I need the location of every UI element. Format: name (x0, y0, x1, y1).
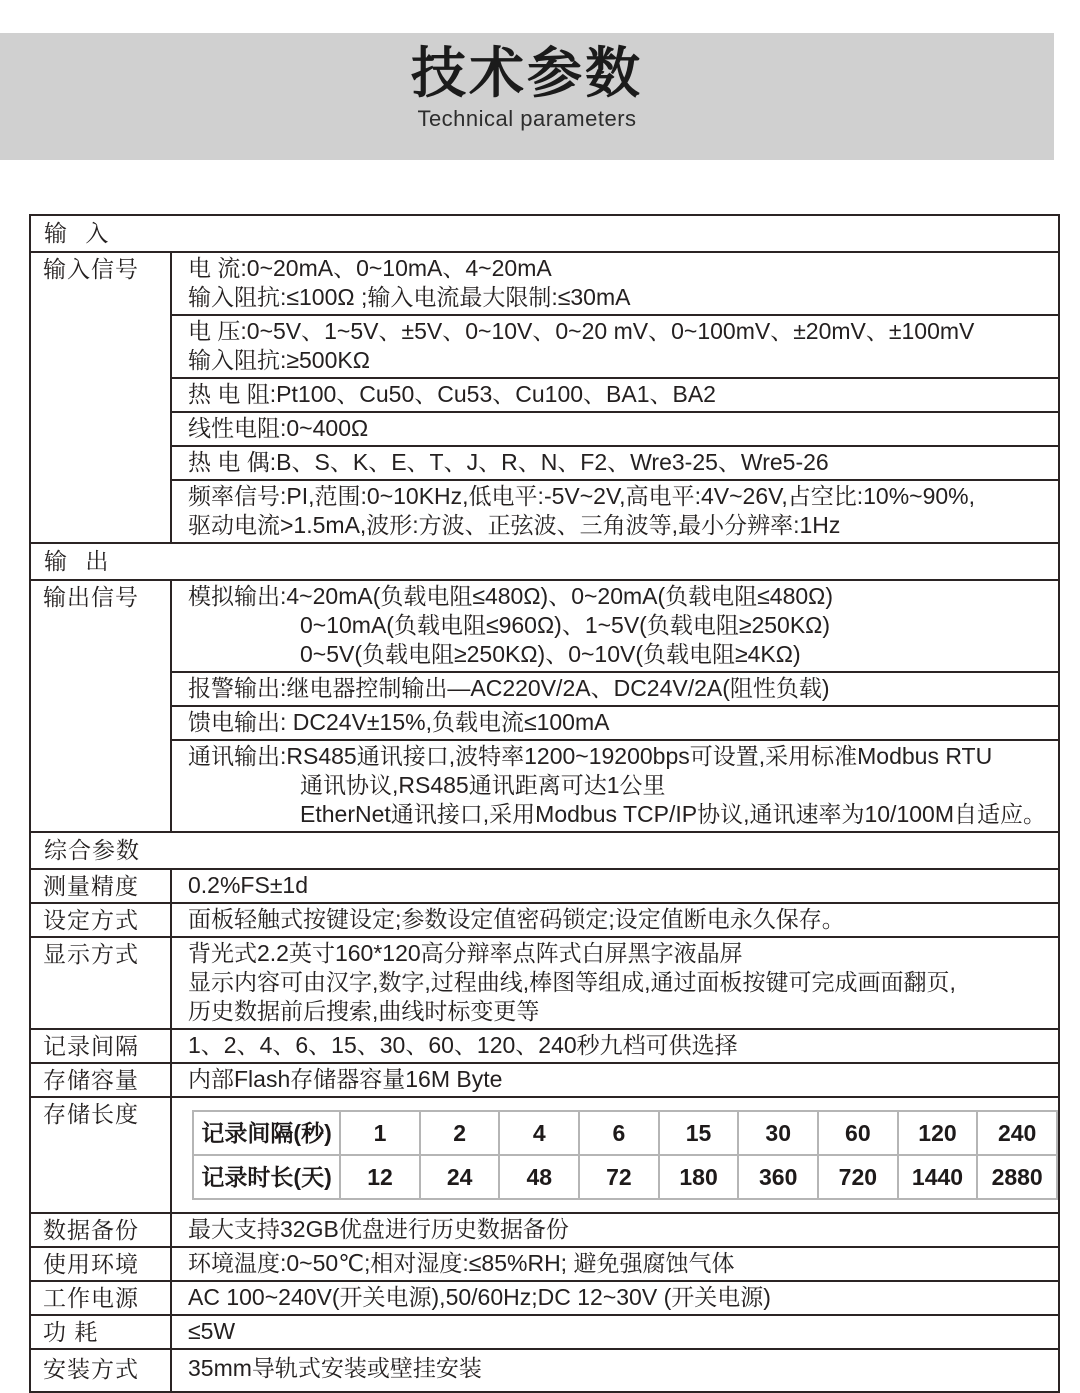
storage-cell: 240 (977, 1111, 1057, 1155)
spec-line: 模拟输出:4~20mA(负载电阻≤480Ω)、0~20mA(负载电阻≤480Ω) (188, 583, 834, 609)
row-label: 工作电源 (31, 1282, 172, 1314)
row-label: 使用环境 (31, 1248, 172, 1280)
spec-line: 电 流:0~20mA、0~10mA、4~20mA (188, 255, 552, 281)
spec-line: 馈电输出: DC24V±15%,负载电流≤100mA (188, 709, 610, 735)
section-title: 输 出 (44, 548, 115, 574)
output-comm-cell (172, 739, 1058, 831)
row-interval (31, 1028, 1058, 1062)
spec-line: EtherNet通讯接口,采用Modbus TCP/IP协议,通讯速率为10/100M自适应。 (300, 801, 1046, 827)
row-value (172, 1030, 1058, 1062)
storage-cell: 60 (818, 1111, 898, 1155)
row-value (172, 1248, 1058, 1280)
output-analog-cell (172, 581, 1058, 671)
section-header-input (31, 216, 1058, 251)
spec-line: 热 电 偶:B、S、K、E、T、J、R、N、F2、Wre3-25、Wre5-26 (188, 449, 829, 475)
storage-cell: 4 (499, 1111, 579, 1155)
section-header-output (31, 542, 1058, 579)
input-frequency-cell (172, 479, 1058, 542)
spec-line: 历史数据前后搜索,曲线时标变更等 (188, 998, 540, 1024)
row-value (172, 904, 1058, 936)
spec-line: 背光式2.2英寸160*120高分辩率点阵式白屏黑字液晶屏 (188, 940, 743, 966)
row-label: 输入信号 (31, 253, 172, 542)
input-current-cell (172, 253, 1058, 314)
spec-line: 0~5V(负载电阻≥250KΩ)、0~10V(负载电阻≥4KΩ) (300, 641, 801, 667)
input-voltage-cell (172, 314, 1058, 377)
row-label: 存储容量 (31, 1064, 172, 1096)
storage-cell: 360 (738, 1155, 818, 1199)
storage-cell: 1440 (898, 1155, 978, 1199)
storage-interval-row (193, 1111, 1057, 1155)
spec-line: 1、2、4、6、15、30、60、120、240秒九档可供选择 (188, 1032, 738, 1058)
spec-line: ≤5W (188, 1318, 236, 1344)
storage-cell: 48 (499, 1155, 579, 1199)
row-label: 测量精度 (31, 870, 172, 902)
spec-table (29, 214, 1060, 1393)
row-display (31, 936, 1058, 1028)
storage-cell: 记录间隔(秒) (193, 1111, 340, 1155)
row-environment (31, 1246, 1058, 1280)
row-label: 数据备份 (31, 1214, 172, 1246)
row-label: 存储长度 (31, 1098, 172, 1212)
storage-cell: 15 (659, 1111, 739, 1155)
storage-cell: 120 (898, 1111, 978, 1155)
row-value (172, 1316, 1058, 1348)
row-setting (31, 902, 1058, 936)
row-mounting (31, 1348, 1058, 1391)
row-power (31, 1280, 1058, 1314)
spec-line: 最大支持32GB优盘进行历史数据备份 (188, 1216, 569, 1242)
page-subtitle: Technical parameters (417, 106, 637, 132)
title-block (0, 44, 1054, 132)
row-consumption (31, 1314, 1058, 1348)
storage-cell: 2 (420, 1111, 500, 1155)
spec-line: AC 100~240V(开关电源),50/60Hz;DC 12~30V (开关电源) (188, 1284, 771, 1310)
spec-line: 报警输出:继电器控制输出—AC220V/2A、DC24V/2A(阻性负载) (188, 675, 830, 701)
row-value (172, 1064, 1058, 1096)
input-rtd-cell (172, 377, 1058, 411)
spec-line: 通讯输出:RS485通讯接口,波特率1200~19200bps可设置,采用标准Modbus RTU (188, 743, 993, 769)
storage-cell: 180 (659, 1155, 739, 1199)
input-thermocouple-cell (172, 445, 1058, 479)
row-label: 安装方式 (31, 1350, 172, 1391)
row-label: 记录间隔 (31, 1030, 172, 1062)
spec-line: 热 电 阻:Pt100、Cu50、Cu53、Cu100、BA1、BA2 (188, 381, 716, 407)
section-title: 综合参数 (44, 837, 140, 863)
storage-cell: 72 (579, 1155, 659, 1199)
spec-line: 电 压:0~5V、1~5V、±5V、0~10V、0~20 mV、0~100mV、±20mV、±100mV (188, 318, 975, 344)
row-value (172, 870, 1058, 902)
spec-line: 显示内容可由汉字,数字,过程曲线,棒图等组成,通过面板按键可完成画面翻页, (188, 969, 956, 995)
spec-line: 面板轻触式按键设定;参数设定值密码锁定;设定值断电永久保存。 (188, 906, 845, 932)
spec-line: 驱动电流>1.5mA,波形:方波、正弦波、三角波等,最小分辨率:1Hz (188, 512, 841, 538)
spec-line: 线性电阻:0~400Ω (188, 415, 369, 441)
spec-line: 35mm导轨式安装或壁挂安装 (188, 1355, 482, 1381)
row-value (172, 938, 1058, 1028)
spec-line: 0.2%FS±1d (188, 872, 309, 898)
storage-cell: 6 (579, 1111, 659, 1155)
row-input-signal (31, 251, 1058, 542)
storage-cell: 1 (340, 1111, 420, 1155)
storage-cell: 12 (340, 1155, 420, 1199)
row-accuracy (31, 868, 1058, 902)
storage-cell: 2880 (977, 1155, 1057, 1199)
row-label: 功 耗 (31, 1316, 172, 1348)
output-alarm-cell (172, 671, 1058, 705)
storage-duration-row (193, 1155, 1057, 1199)
section-title: 输 入 (44, 220, 115, 246)
row-storage-length (31, 1096, 1058, 1212)
spec-line: 0~10mA(负载电阻≤960Ω)、1~5V(负载电阻≥250KΩ) (300, 612, 831, 638)
section-header-general (31, 831, 1058, 868)
spec-line: 内部Flash存储器容量16M Byte (188, 1066, 503, 1092)
row-value (172, 1214, 1058, 1246)
row-output-signal (31, 579, 1058, 831)
row-label: 显示方式 (31, 938, 172, 1028)
spec-line: 输入阻抗:≤100Ω ;输入电流最大限制:≤30mA (188, 284, 631, 310)
spec-line: 通讯协议,RS485通讯距离可达1公里 (300, 772, 666, 798)
row-value (172, 1282, 1058, 1314)
storage-length-table (192, 1110, 1058, 1200)
row-capacity (31, 1062, 1058, 1096)
storage-cell: 24 (420, 1155, 500, 1199)
row-label: 设定方式 (31, 904, 172, 936)
spec-line: 频率信号:PI,范围:0~10KHz,低电平:-5V~2V,高电平:4V~26V,占空比:10%~90%, (188, 483, 976, 509)
storage-cell: 720 (818, 1155, 898, 1199)
input-linear-resistance-cell (172, 411, 1058, 445)
page-title: 技术参数 (410, 42, 643, 104)
row-backup (31, 1212, 1058, 1246)
row-value (172, 1350, 1058, 1391)
spec-line: 环境温度:0~50℃;相对湿度:≤85%RH; 避免强腐蚀气体 (188, 1250, 735, 1276)
row-label: 输出信号 (31, 581, 172, 831)
spec-line: 输入阻抗:≥500KΩ (188, 347, 370, 373)
storage-cell: 30 (738, 1111, 818, 1155)
output-feed-cell (172, 705, 1058, 739)
storage-cell: 记录时长(天) (193, 1155, 340, 1199)
